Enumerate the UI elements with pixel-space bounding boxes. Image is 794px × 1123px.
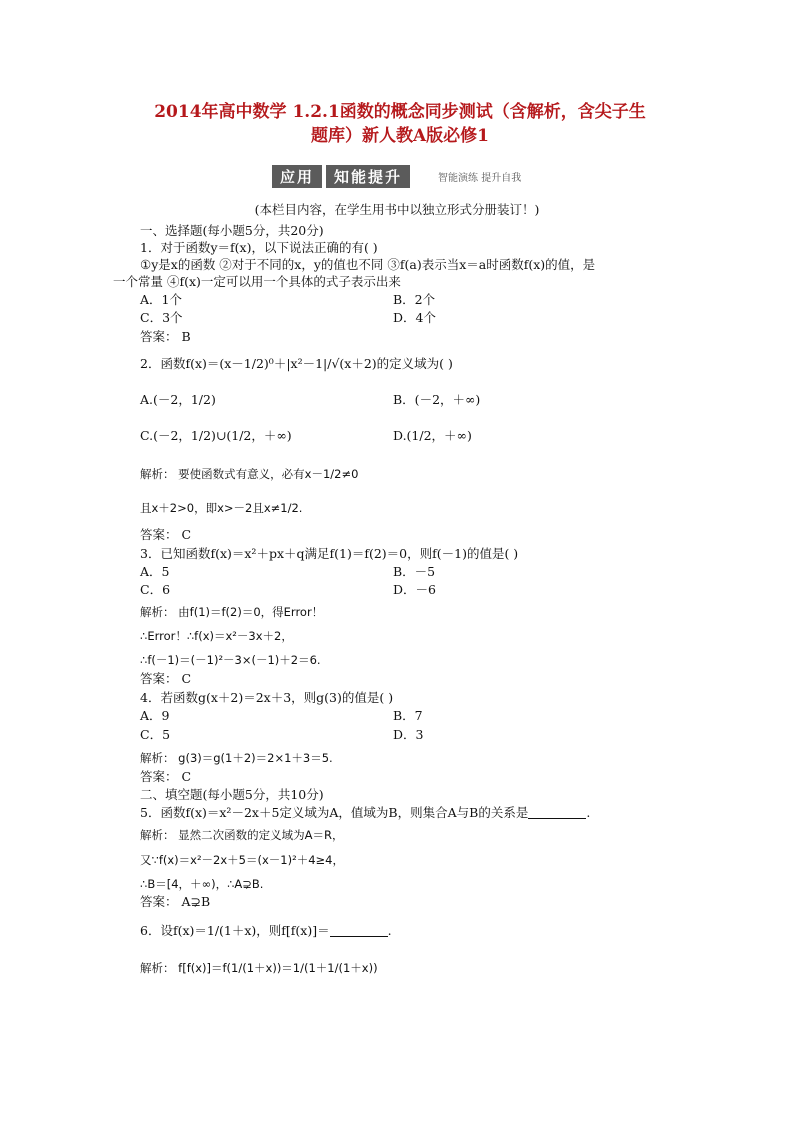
q1-answer: 答案： B (140, 329, 191, 344)
q2-analysis-1: 解析： 要使函数式有意义，必有x－1/2≠0 (140, 467, 359, 481)
q2-analysis-2: 且x＋2>0，即x>－2且x≠1/2. (140, 501, 303, 515)
q5-analysis-2: 又∵f(x)＝x²－2x＋5＝(x－1)²＋4≥4， (140, 853, 344, 867)
q6-answer-blank (330, 924, 388, 937)
q6-analysis: 解析： f[f(x)]＝f(1/(1＋x))＝1/(1＋1/(1＋x)) (140, 961, 378, 975)
q3-option-b: B．－5 (393, 564, 436, 579)
q3-analysis-2: ∴Error！∴f(x)＝x²－3x＋2， (140, 629, 293, 643)
q6-stem-end: . (387, 923, 392, 938)
q3-answer: 答案： C (140, 671, 192, 686)
q5-analysis-1: 解析： 显然二次函数的定义域为A＝R， (140, 828, 344, 842)
section-heading-choice: 一、选择题(每小题5分，共20分) (140, 223, 324, 238)
document-title (110, 100, 690, 148)
q3-analysis-1: 解析： 由f(1)＝f(2)＝0，得Error！ (140, 605, 324, 619)
q5-answer-blank (528, 806, 586, 819)
section-heading-fill: 二、填空题(每小题5分，共10分) (140, 787, 324, 802)
q1-statements-2: 一个常量 ④f(x)一定可以用一个具体的式子表示出来 (113, 274, 401, 289)
banner-tag-apply: 应用 (272, 165, 322, 188)
q1-option-c: C．3个 (140, 310, 183, 325)
q2-option-b: B．(－2，＋∞) (393, 392, 481, 407)
q2-option-c: C.(－2，1/2)∪(1/2，＋∞) (140, 428, 292, 443)
q6-stem-text: 6．设f(x)＝1/(1＋x)，则f[f(x)]＝ (140, 923, 330, 938)
banner-subtitle: 智能演练 提升自我 (438, 172, 522, 184)
q3-stem: 3．已知函数f(x)＝x²＋px＋q满足f(1)＝f(2)＝0，则f(－1)的值是( ) (140, 546, 519, 561)
q3-analysis-3: ∴f(－1)＝(－1)²－3×(－1)＋2＝6. (140, 653, 321, 667)
q4-analysis: 解析： g(3)＝g(1＋2)＝2×1＋3＝5. (140, 751, 333, 765)
title-line-1: 2014年高中数学 1.2.1函数的概念同步测试（含解析，含尖子生 (154, 102, 646, 122)
q2-answer: 答案： C (140, 527, 192, 542)
section-banner (272, 165, 521, 187)
q4-option-b: B．7 (393, 708, 423, 723)
q1-option-a: A．1个 (140, 292, 182, 307)
q1-statements-1: ①y是x的函数 ②对于不同的x，y的值也不同 ③f(a)表示当x＝a时函数f(x)的值，是 (140, 257, 596, 272)
q6-stem (140, 923, 392, 939)
banner-tag-ability: 知能提升 (326, 165, 410, 188)
q4-option-d: D．3 (393, 727, 424, 742)
title-line-2: 题库）新人教A版必修1 (310, 126, 490, 146)
q3-option-c: C．6 (140, 582, 171, 597)
q5-stem-end: . (586, 805, 591, 820)
q2-stem: 2．函数f(x)＝(x－1/2)⁰＋|x²－1|/√(x＋2)的定义域为( ) (140, 356, 453, 371)
binding-note: (本栏目内容，在学生用书中以独立形式分册装订！) (254, 202, 540, 217)
q1-option-d: D．4个 (393, 310, 436, 325)
q5-answer: 答案： A⊋B (140, 894, 211, 909)
q1-option-b: B．2个 (393, 292, 436, 307)
q5-stem (140, 805, 590, 821)
q4-option-c: C．5 (140, 727, 171, 742)
q4-stem: 4．若函数g(x＋2)＝2x＋3，则g(3)的值是( ) (140, 690, 394, 705)
q3-option-d: D．－6 (393, 582, 436, 597)
q2-option-a: A.(－2，1/2) (140, 392, 216, 407)
q4-answer: 答案： C (140, 769, 192, 784)
q4-option-a: A．9 (140, 708, 170, 723)
q5-stem-text: 5．函数f(x)＝x²－2x＋5定义域为A，值域为B，则集合A与B的关系是 (140, 805, 529, 820)
q3-option-a: A．5 (140, 564, 170, 579)
q5-analysis-3: ∴B＝[4，＋∞)，∴A⊋B. (140, 877, 264, 891)
q1-stem: 1．对于函数y＝f(x)，以下说法正确的有( ) (140, 240, 378, 255)
q2-option-d: D.(1/2，＋∞) (393, 428, 472, 443)
